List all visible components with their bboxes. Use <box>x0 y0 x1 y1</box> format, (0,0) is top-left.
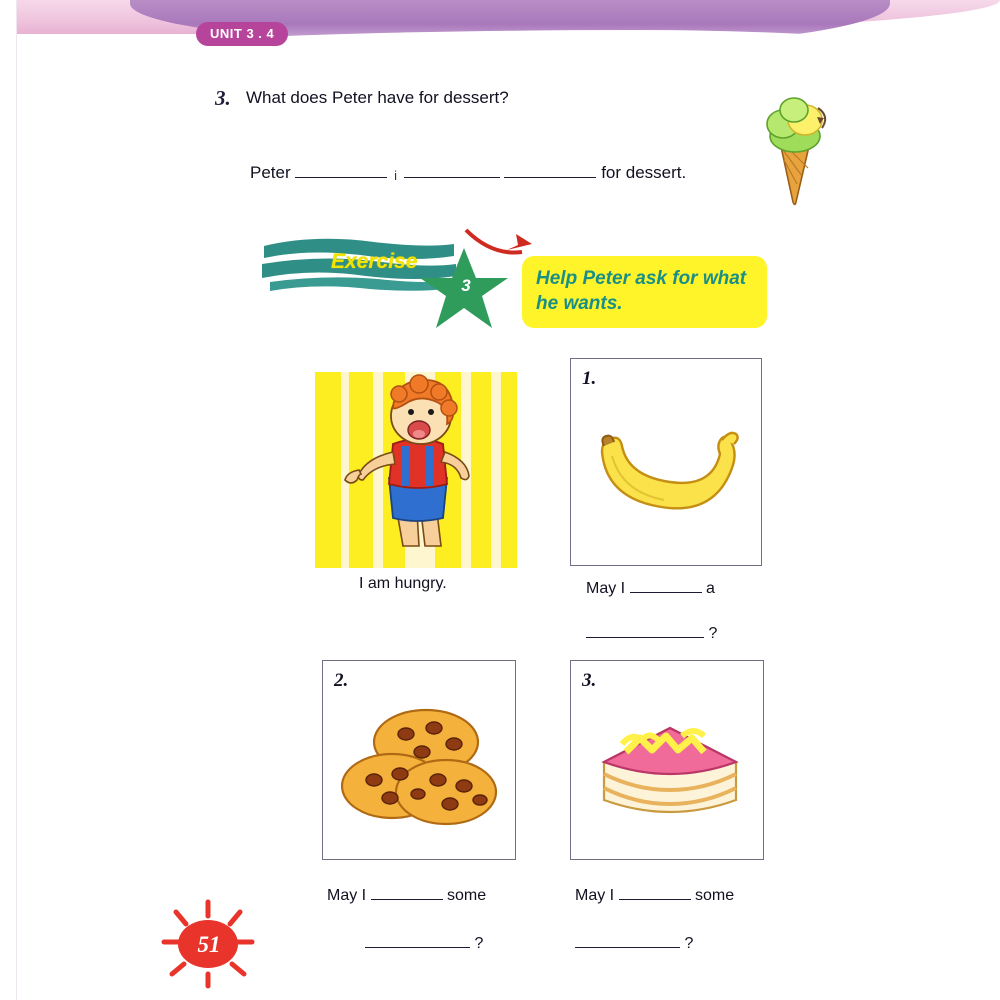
question-prompt: What does Peter have for dessert? <box>246 88 509 107</box>
panel-3-number: 3. <box>582 670 597 691</box>
instruction-text: Help Peter ask for what he wants. <box>536 268 747 315</box>
answer-blank-3[interactable] <box>504 160 596 178</box>
caption-end: ? <box>474 935 484 952</box>
exercise-label: Exercise <box>331 250 418 273</box>
answer-blank-2[interactable] <box>404 160 500 178</box>
panel-2-caption-line1 <box>327 882 486 905</box>
caption-blank[interactable] <box>586 620 704 638</box>
page-number: 51 <box>197 932 221 957</box>
answer-suffix: for dessert. <box>601 163 687 182</box>
instruction-callout <box>522 256 767 328</box>
caption-prefix: May I <box>575 887 615 904</box>
panel-0-caption: I am hungry. <box>359 575 447 592</box>
caption-middle: a <box>706 580 715 597</box>
banana-illustration <box>586 400 746 530</box>
answer-hint-letter: i <box>394 168 397 183</box>
caption-middle: some <box>447 887 487 904</box>
question-number: 3. <box>215 86 231 110</box>
answer-blank-1[interactable] <box>295 160 387 178</box>
panel-3-caption-line2 <box>575 930 693 953</box>
caption-blank[interactable] <box>619 882 691 900</box>
panel-1-caption-line1 <box>586 575 715 598</box>
cookies-illustration <box>334 700 504 840</box>
ice-cream-cone-icon <box>750 80 840 210</box>
panel-1-number: 1. <box>582 368 597 389</box>
caption-blank[interactable] <box>365 930 470 948</box>
boy-illustration <box>315 372 517 568</box>
page-left-margin <box>0 0 17 1000</box>
caption-blank[interactable] <box>371 882 443 900</box>
unit-badge: UNIT 3 . 4 <box>196 22 288 46</box>
answer-line <box>250 160 686 183</box>
caption-prefix: May I <box>586 580 626 597</box>
panel-hungry-boy <box>315 372 517 568</box>
caption-end: ? <box>708 625 718 642</box>
caption-end: ? <box>684 935 694 952</box>
panel-2-number: 2. <box>334 670 349 691</box>
exercise-number: 3 <box>461 276 471 295</box>
panel-2-caption-line2 <box>365 930 483 953</box>
cake-slice-illustration <box>586 700 751 840</box>
panel-3-caption-line1 <box>575 882 734 905</box>
caption-prefix: May I <box>327 887 367 904</box>
caption-middle: some <box>695 887 735 904</box>
caption-blank[interactable] <box>575 930 680 948</box>
white-curve <box>0 30 1000 62</box>
caption-blank[interactable] <box>630 575 702 593</box>
decorative-header-banner <box>0 0 1000 62</box>
answer-prefix: Peter <box>250 163 291 182</box>
panel-1-caption-line2 <box>586 620 717 643</box>
